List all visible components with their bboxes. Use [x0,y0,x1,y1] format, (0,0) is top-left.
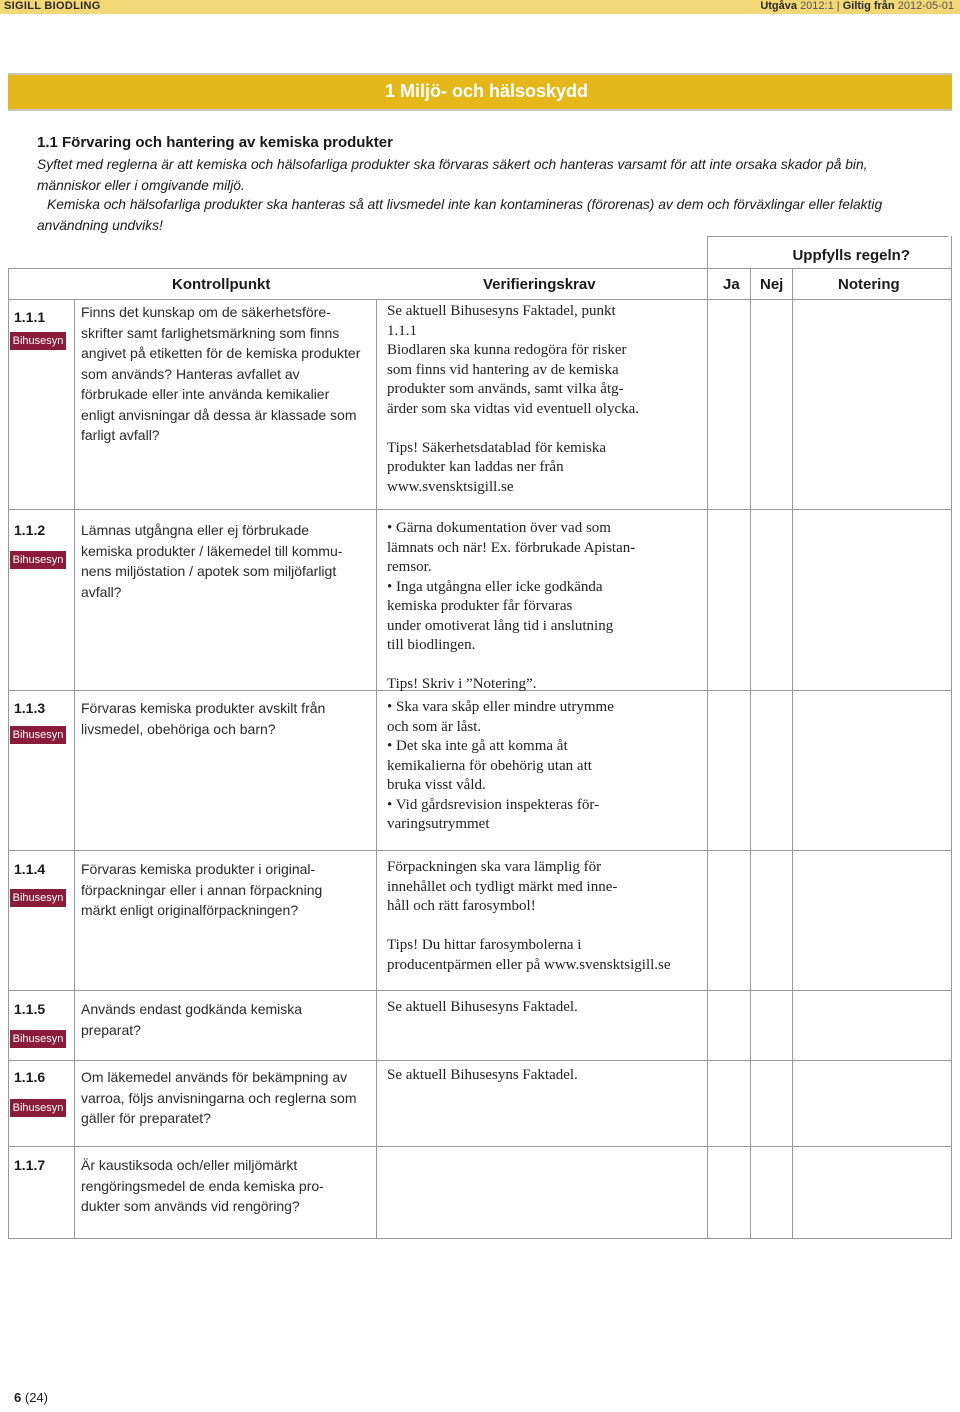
row-number: 1.1.4 [14,861,46,877]
table-divider-notering [792,268,793,1238]
kontrollpunkt-text: Används endast godkända kemiska preparat? [81,1001,303,1038]
chapter-title: 1 Miljö- och hälsoskydd [384,81,588,101]
valid-value: 2012-05-01 [897,0,954,12]
row-divider [8,990,952,991]
valid-label: Giltig från [842,0,895,12]
row-number: 1.1.2 [14,522,46,538]
header-notering: Notering [838,276,900,293]
header-ja: Ja [723,276,740,293]
kontrollpunkt-text: Är kaustiksoda och/eller miljömärkt rengöringsmedel de enda kemiska pro-dukter som används vid rengöring? [81,1157,324,1214]
verifieringskrav-text: Se aktuell Bihusesyns Faktadel. [387,1067,578,1083]
table-divider-nej [750,268,751,1238]
section-warning: Kemiska och hälsofarliga produkter ska hanteras så att livsmedel inte kan kontamineras (förorenas) av dem och förväxlingar eller felaktig användning undviks! [37,197,883,233]
header-nej: Nej [760,276,784,293]
top-header-bar [0,0,960,14]
row-divider [8,850,952,851]
kontrollpunkt-text: Lämnas utgångna eller ej förbrukade kemiska produkter / läkemedel till kommu-nens miljöstation / apotek som miljöfarligt avfall? [81,522,343,600]
row-number: 1.1.5 [14,1001,46,1017]
bihusesyn-badge: Bihusesyn [10,332,66,350]
uppfylls-label: Uppfylls regeln? [792,247,910,264]
page-footer [14,1390,48,1405]
bihusesyn-badge: Bihusesyn [10,726,66,744]
chapter-banner [8,73,952,111]
table-divider-vk [376,299,377,1238]
edition-info: Utgåva 2012:1 | Giltig från 2012-05-01 [760,0,954,12]
bihusesyn-badge: Bihusesyn [10,889,66,907]
row-number: 1.1.1 [14,309,46,325]
header-verifieringskrav: Verifieringskrav [483,276,596,293]
page-number: 6 [14,1390,22,1405]
uppfylls-header [707,236,948,267]
row-divider [8,1146,952,1147]
row-number: 1.1.3 [14,700,46,716]
section-intro: Syftet med reglerna är att kemiska och hälsofarliga produkter ska förvaras säkert och hanteras varsamt för att inte orsaka skador på bin, människor eller i omgivande miljö. [37,157,868,193]
kontrollpunkt-text: Finns det kunskap om de säkerhetsföre-skrifter samt farlighetsmärkning som finns angivet på etiketten för de kemiska produkter som används? Hanteras avfallet av förbrukade eller inte använda kemikalier enligt anvisningar då dessa är klassade som farligt avfall? [81,304,361,443]
brand-name: SIGILL BIODLING [4,0,101,12]
kontrollpunkt-text: Förvaras kemiska produkter i original-förpackningar eller i annan förpackning märkt enligt originalförpackningen? [81,861,323,918]
page-total: (24) [24,1390,48,1405]
table-border-left [8,268,9,1238]
section-title: 1.1 Förvaring och hantering av kemiska produkter [37,134,393,151]
kontrollpunkt-text: Om läkemedel används för bekämpning av varroa, följs anvisningarna och reglerna som gäller för preparatet? [81,1069,357,1126]
kontrollpunkt-text: Förvaras kemiska produkter avskilt från livsmedel, obehöriga och barn? [81,700,326,737]
edition-value: 2012:1 [800,0,834,12]
row-divider [8,509,952,510]
verifieringskrav-text: Förpackningen ska vara lämplig för innehållet och tydligt märkt med inne- håll och rätt farosymbol! Tips! Du hittar farosymbolerna i producentpärmen eller på www.svensktsigill.se [387,859,671,973]
table-bottom-border [8,1238,952,1239]
bihusesyn-badge: Bihusesyn [10,1030,66,1048]
table-divider-ja [707,236,708,1238]
verifieringskrav-text: • Gärna dokumentation över vad som lämnats och när! Ex. förbrukade Apistan- remsor. • Inga utgångna eller icke godkända kemiska produkter får förvaras under omotiverat lång tid i anslutning till biodlingen. Tips! Skriv i ”Notering”. [387,520,636,692]
table-divider-kp [74,299,75,1238]
verifieringskrav-text: Se aktuell Bihusesyns Faktadel, punkt 1.1.1 Biodlaren ska kunna redogöra för risker som finns vid hantering av de kemiska produkter som används, samt vilka åtg- ärder som ska vidtas vid eventuell olycka. Tips! Säkerhetsdatablad för kemiska produkter kan laddas ner från www.svensktsigill.se [387,303,640,495]
bihusesyn-badge: Bihusesyn [10,1099,66,1117]
row-divider [8,1060,952,1061]
table-border-right [951,236,952,1238]
header-kontrollpunkt: Kontrollpunkt [172,276,271,293]
bihusesyn-badge: Bihusesyn [10,551,66,569]
edition-label: Utgåva [760,0,797,12]
verifieringskrav-text: Se aktuell Bihusesyns Faktadel. [387,999,578,1015]
row-number: 1.1.6 [14,1069,46,1085]
table-header [8,268,952,300]
row-number: 1.1.7 [14,1157,46,1173]
verifieringskrav-text: • Ska vara skåp eller mindre utrymme och som är låst. • Det ska inte gå att komma åt kemikalierna för obehörig utan att bruka visst våld. • Vid gårdsrevision inspekteras för- varingsutrymmet [387,699,614,832]
